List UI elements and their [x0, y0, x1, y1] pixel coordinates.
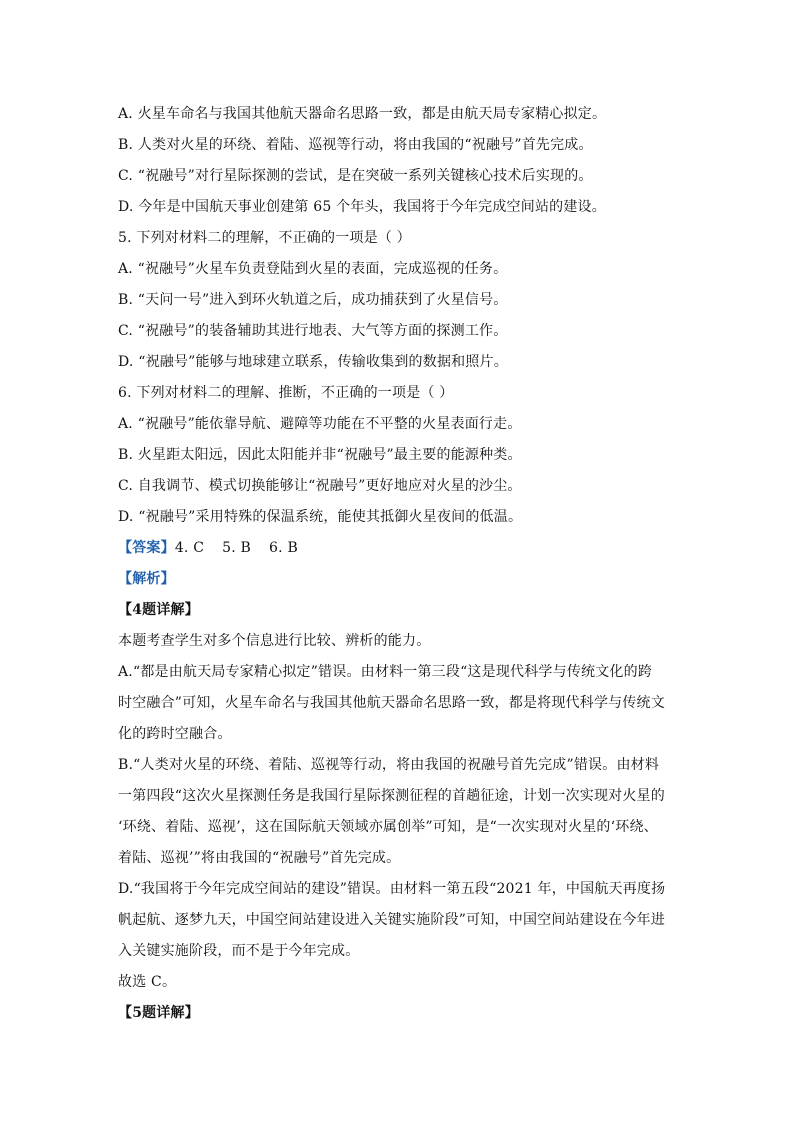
q4-detail-conclusion: 故选 C。	[118, 974, 177, 990]
q5-stem: 5. 下列对材料二的理解，不正确的一项是（ ）	[118, 230, 411, 246]
q4-detail-intro: 本题考查学生对多个信息进行比较、辨析的能力。	[118, 633, 431, 649]
answer-5: 5. B	[222, 540, 252, 556]
q4-detail-a-line: A.“都是由航天局专家精心拟定”错误。由材料一第三段“这是现代科学与传统文化的跨	[118, 664, 653, 680]
q5-option-b: B. “天问一号”进入到环火轨道之后，成功捕获到了火星信号。	[118, 292, 508, 308]
q4-option-d: D. 今年是中国航天事业创建第 65 个年头，我国将于今年完成空间站的建设。	[118, 199, 606, 215]
q5-detail-heading: 【5题详解】	[118, 1005, 199, 1021]
q6-option-d: D. “祝融号”采用特殊的保温系统，能使其抵御火星夜间的低温。	[118, 509, 523, 525]
answer-6: 6. B	[269, 540, 298, 556]
q5-option-a: A. “祝融号”火星车负责登陆到火星的表面，完成巡视的任务。	[118, 261, 508, 277]
q4-detail-b-line: ‘环绕、着陆、巡视’，这在国际航天领域亦属创举”可知，是“一次实现对火星的‘环绕、	[118, 819, 658, 835]
q4-detail-d-line: 帆起航、逐梦九天，中国空间站建设进入关键实施阶段”可知，中国空间站建设在今年进	[118, 912, 665, 928]
q6-stem: 6. 下列对材料二的理解、推断，不正确的一项是（ ）	[118, 385, 454, 401]
q4-detail-a-line: 化的跨时空融合。	[118, 726, 232, 742]
answer-label: 【答案】	[118, 540, 175, 556]
answer-row	[118, 538, 684, 558]
q4-detail-b-line: 一第四段“这次火星探测任务是我国行星际探测征程的首趟征途，计划一次实现对火星的	[118, 788, 665, 804]
analysis-label: 【解析】	[118, 571, 175, 587]
q4-detail-b-line: B.“人类对火星的环绕、着陆、巡视等行动，将由我国的祝融号首先完成”错误。由材料	[118, 757, 660, 773]
q4-detail-d-line: D.“我国将于今年完成空间站的建设”错误。由材料一第五段“2021 年，中国航天再度扬	[118, 881, 666, 897]
q5-option-d: D. “祝融号”能够与地球建立联系，传输收集到的数据和照片。	[118, 354, 508, 370]
q4-detail-heading: 【4题详解】	[118, 602, 199, 618]
q4-option-a: A. 火星车命名与我国其他航天器命名思路一致，都是由航天局专家精心拟定。	[118, 106, 607, 122]
q6-option-a: A. “祝融号”能依靠导航、避障等功能在不平整的火星表面行走。	[118, 416, 522, 432]
q4-option-b: B. 人类对火星的环绕、着陆、巡视等行动，将由我国的“祝融号”首先完成。	[118, 137, 593, 153]
answer-4: 4. C	[174, 540, 205, 556]
q4-detail-a-line: 时空融合”可知，火星车命名与我国其他航天器命名思路一致，都是将现代科学与传统文	[118, 695, 665, 711]
q6-option-c: C. 自我调节、模式切换能够让“祝融号”更好地应对火星的沙尘。	[118, 478, 522, 494]
q4-detail-d-line: 入关键实施阶段，而不是于今年完成。	[118, 943, 360, 959]
q5-option-c: C. “祝融号”的装备辅助其进行地表、大气等方面的探测工作。	[118, 323, 508, 339]
q6-option-b: B. 火星距太阳远，因此太阳能并非“祝融号”最主要的能源种类。	[118, 447, 522, 463]
q4-detail-b-line: 着陆、巡视’”将由我国的“祝融号”首先完成。	[118, 850, 401, 866]
q4-option-c: C. “祝融号”对行星际探测的尝试，是在突破一系列关键核心技术后实现的。	[118, 168, 593, 184]
